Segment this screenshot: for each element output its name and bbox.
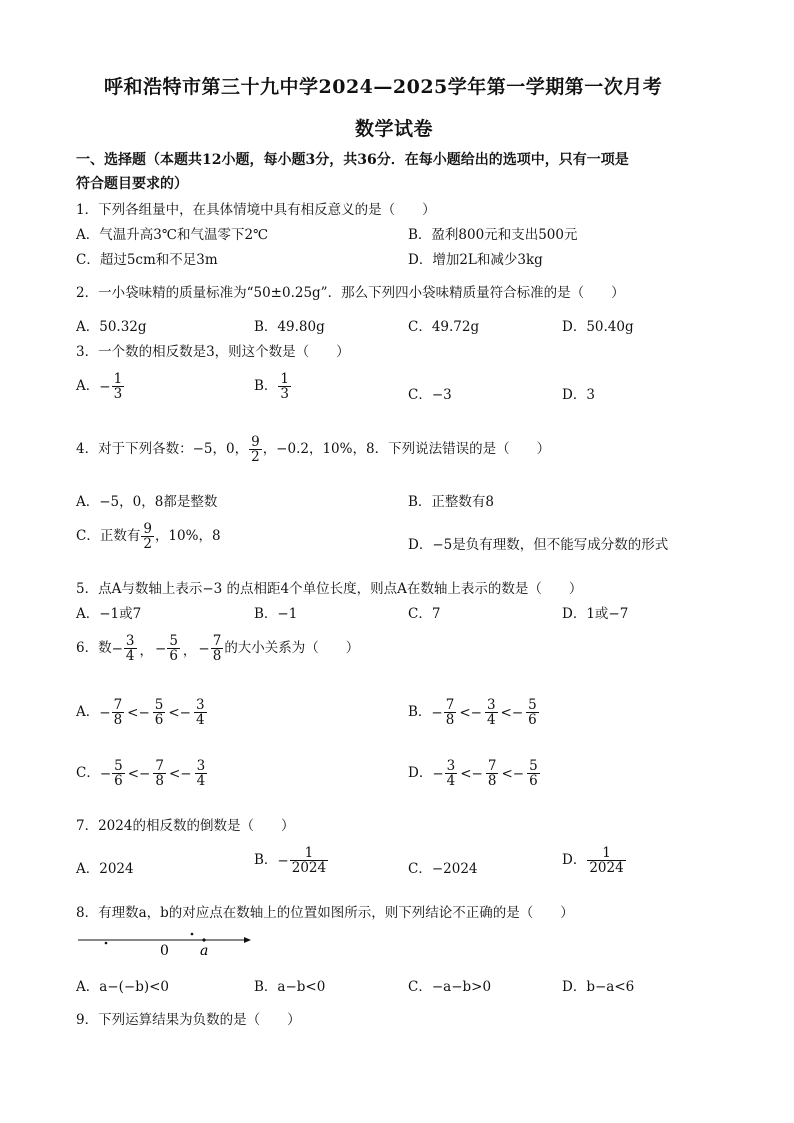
question-3-option-a: A．− $\frac{1}{3}$ <box>76 371 123 403</box>
question-6-option-d: D．− $\frac{3}{4}$ <− $\frac{7}{8}$ <− $\frac{5}{6}$ <box>408 758 538 790</box>
exam-subtitle: 数学试卷 <box>355 118 434 140</box>
question-8-option-d: D．b−a<6 <box>562 979 635 995</box>
question-8-option-a: A．a−(−b)<0 <box>76 979 169 995</box>
question-6-option-b: B．− $\frac{7}{8}$ <− $\frac{3}{4}$ <− $\frac{5}{6}$ <box>408 697 537 729</box>
question-7-option-b: B．− $\frac{1}{2024}$ <box>254 845 327 877</box>
question-3-stem: 3．一个数的相反数是3，则这个数是（ ） <box>76 344 350 360</box>
question-1-stem: 1．下列各组量中，在具体情境中具有相反意义的是（ ） <box>76 202 436 218</box>
number-line-figure <box>76 928 256 960</box>
section-heading: 一、选择题（本题共12小题，每小题3分，共36分．在每小题给出的选项中，只有一项是 <box>76 152 629 168</box>
question-6-option-c: C．− $\frac{5}{6}$ <− $\frac{7}{8}$ <− $\frac{3}{4}$ <box>76 758 206 790</box>
question-2-option-a: A．50.32g <box>76 319 147 335</box>
question-9-stem: 9．下列运算结果为负数的是（ ） <box>76 1012 301 1028</box>
question-8-option-c: C．−a−b>0 <box>408 979 492 995</box>
point-b-dot <box>105 942 108 945</box>
question-4-option-b: B．正整数有8 <box>408 494 495 510</box>
point-dot-upper <box>191 933 194 936</box>
axis-zero-label: 0 <box>160 943 169 959</box>
question-4-option-a: A．−5，0，8都是整数 <box>76 494 218 510</box>
question-3-option-c: C．−3 <box>408 387 452 403</box>
question-3-option-b: B． $\frac{1}{3}$ <box>254 371 290 403</box>
question-6-stem: 6．数− $\frac{3}{4}$ ， − $\frac{5}{6}$ ， − $\frac{7}{8}$ 的大小关系为（ ） <box>76 633 360 665</box>
question-7-stem: 7．2024的相反数的倒数是（ ） <box>76 818 295 834</box>
point-a-dot <box>202 938 205 941</box>
question-8-stem: 8．有理数a，b的对应点在数轴上的位置如图所示，则下列结论不正确的是（ ） <box>76 905 574 921</box>
exam-title: 呼和浩特市第三十九中学2024—2025学年第一学期第一次月考 <box>104 76 663 98</box>
question-7-option-d: D． $\frac{1}{2024}$ <box>562 845 624 877</box>
question-5-option-a: A．−1或7 <box>76 606 142 622</box>
question-1-option-d: D．增加2L和减少3kg <box>408 252 543 268</box>
question-6-option-a: A．− $\frac{7}{8}$ <− $\frac{5}{6}$ <− $\frac{3}{4}$ <box>76 697 205 729</box>
question-2-option-d: D．50.40g <box>562 319 634 335</box>
question-4-stem: 4．对于下列各数：−5，0， $\frac{9}{2}$ ，−0.2，10%，8．下列说法错误的是（ ） <box>76 434 551 466</box>
question-5-stem: 5．点A与数轴上表示−3 的点相距4个单位长度，则点A在数轴上表示的数是（ ） <box>76 581 583 597</box>
question-8-option-b: B．a−b<0 <box>254 979 326 995</box>
question-1-option-b: B．盈利800元和支出500元 <box>408 227 578 243</box>
question-4-option-c: C．正数有 $\frac{9}{2}$ ，10%，8 <box>76 521 221 553</box>
axis-a-label: a <box>200 943 209 959</box>
question-2-option-b: B．49.80g <box>254 319 325 335</box>
number-line-arrow <box>244 937 251 943</box>
question-5-option-d: D．1或−7 <box>562 606 629 622</box>
question-5-option-b: B．−1 <box>254 606 298 622</box>
section-heading-cont: 符合题目要求的） <box>76 176 188 192</box>
question-2-option-c: C．49.72g <box>408 319 480 335</box>
question-2-stem: 2．一小袋味精的质量标准为“50±0.25g”．那么下列四小袋味精质量符合标准的是（ ） <box>76 285 625 301</box>
question-4-option-d: D．−5是负有理数，但不能写成分数的形式 <box>408 537 669 553</box>
question-7-option-c: C．−2024 <box>408 861 478 877</box>
question-1-option-c: C．超过5cm和不足3m <box>76 252 218 268</box>
question-7-option-a: A．2024 <box>76 861 134 877</box>
question-3-option-d: D．3 <box>562 387 595 403</box>
question-1-option-a: A．气温升高3℃和气温零下2℃ <box>76 227 269 243</box>
question-5-option-c: C．7 <box>408 606 441 622</box>
